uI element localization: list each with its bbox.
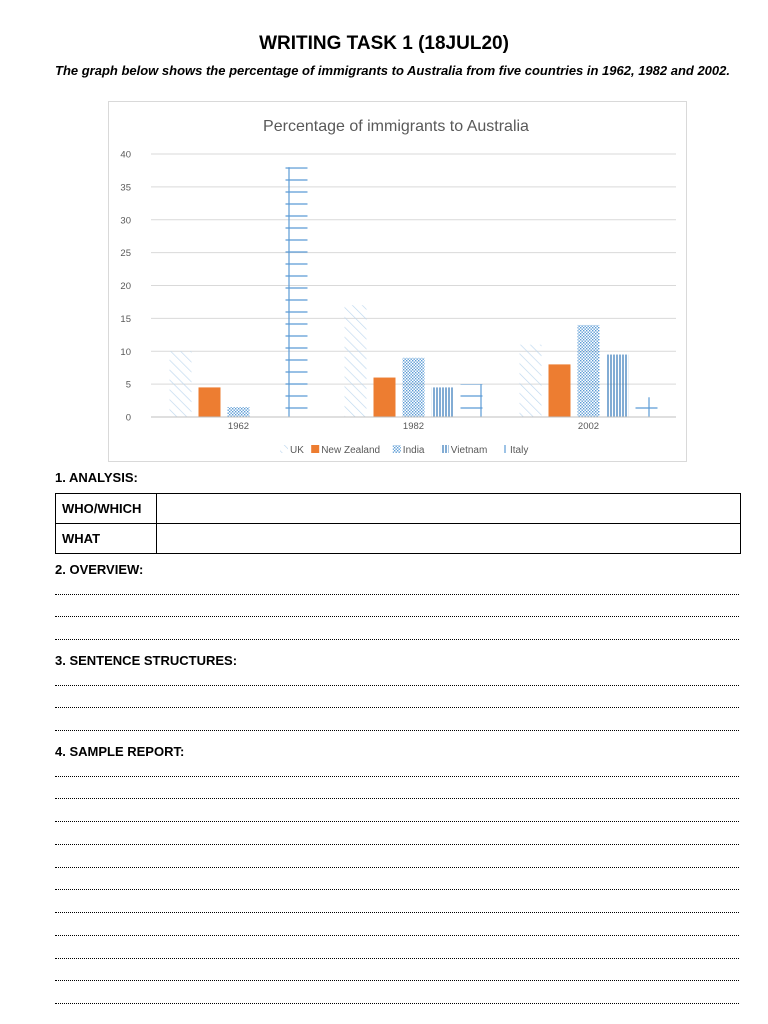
- bar-vietnam-1982: [432, 387, 454, 417]
- bar-india-1962: [228, 407, 250, 417]
- bar-italy-1982: [461, 384, 483, 417]
- legend-swatch: [280, 445, 288, 453]
- bar-new-zealand-1982: [374, 378, 396, 417]
- section-sample-heading: 4. SAMPLE REPORT:: [55, 744, 185, 759]
- what-label: WHAT: [56, 524, 157, 554]
- who-which-answer-cell[interactable]: [157, 494, 741, 524]
- chart-container: [108, 101, 687, 462]
- writing-line[interactable]: [55, 958, 739, 959]
- writing-line[interactable]: [55, 844, 739, 845]
- legend-label: UK: [290, 445, 304, 456]
- y-tick-label: 5: [125, 379, 131, 391]
- legend-swatch: [393, 445, 401, 453]
- writing-line[interactable]: [55, 1003, 739, 1004]
- bar-vietnam-2002: [607, 355, 629, 417]
- legend-label: Italy: [510, 445, 529, 456]
- y-axis-ticks: [120, 150, 131, 424]
- bar-italy-1962: [286, 167, 308, 417]
- x-tick-label: 1962: [227, 421, 250, 432]
- writing-line[interactable]: [55, 730, 739, 731]
- bar-new-zealand-2002: [549, 364, 571, 417]
- bar-india-1982: [403, 358, 425, 417]
- legend-label: India: [402, 445, 425, 456]
- y-tick-label: 40: [120, 149, 131, 161]
- y-tick-label: 25: [120, 248, 131, 260]
- legend-swatch: [311, 445, 319, 453]
- x-tick-label: 1982: [402, 421, 425, 432]
- bar-chart: [109, 102, 688, 463]
- writing-line[interactable]: [55, 639, 739, 640]
- bar-india-2002: [578, 325, 600, 417]
- what-answer-cell[interactable]: [157, 524, 741, 554]
- x-axis-ticks: [228, 421, 599, 432]
- bar-uk-1982: [345, 305, 367, 417]
- section-structures-heading: 3. SENTENCE STRUCTURES:: [55, 653, 238, 668]
- legend-swatch: [500, 445, 508, 453]
- bar-italy-2002: [636, 397, 658, 417]
- y-tick-label: 10: [120, 346, 131, 358]
- table-row: [56, 524, 741, 554]
- bar-uk-1962: [170, 351, 192, 417]
- bar-new-zealand-1962: [199, 387, 221, 417]
- task-instruction: The graph below shows the percentage of immigrants to Australia from five countries in 1962, 1982 and 2002.: [55, 63, 730, 78]
- legend-label: New Zealand: [321, 445, 381, 456]
- writing-line[interactable]: [55, 935, 739, 936]
- page-title: WRITING TASK 1 (18JUL20): [259, 33, 509, 54]
- writing-line[interactable]: [55, 707, 739, 708]
- who-which-label: WHO/WHICH: [56, 494, 157, 524]
- writing-line[interactable]: [55, 798, 739, 799]
- writing-line[interactable]: [55, 594, 739, 595]
- writing-line[interactable]: [55, 616, 739, 617]
- writing-line[interactable]: [55, 889, 739, 890]
- x-tick-label: 2002: [577, 421, 600, 432]
- analysis-table: [55, 493, 741, 554]
- writing-line[interactable]: [55, 980, 739, 981]
- writing-line[interactable]: [55, 912, 739, 913]
- y-tick-label: 0: [125, 412, 131, 424]
- table-row: [56, 494, 741, 524]
- section-overview-heading: 2. OVERVIEW:: [55, 562, 144, 577]
- y-tick-label: 30: [120, 215, 131, 227]
- y-tick-label: 15: [120, 313, 131, 325]
- chart-bars: [151, 167, 676, 417]
- bar-uk-2002: [520, 345, 542, 417]
- writing-line[interactable]: [55, 685, 739, 686]
- legend-swatch: [441, 445, 449, 453]
- chart-title: Percentage of immigrants to Australia: [263, 118, 529, 135]
- y-tick-label: 35: [120, 182, 131, 194]
- y-tick-label: 20: [120, 281, 131, 292]
- legend-label: Vietnam: [450, 445, 488, 456]
- chart-legend: [280, 445, 528, 456]
- writing-line[interactable]: [55, 867, 739, 868]
- writing-line[interactable]: [55, 776, 739, 777]
- section-analysis-heading: 1. ANALYSIS:: [55, 470, 138, 485]
- writing-line[interactable]: [55, 821, 739, 822]
